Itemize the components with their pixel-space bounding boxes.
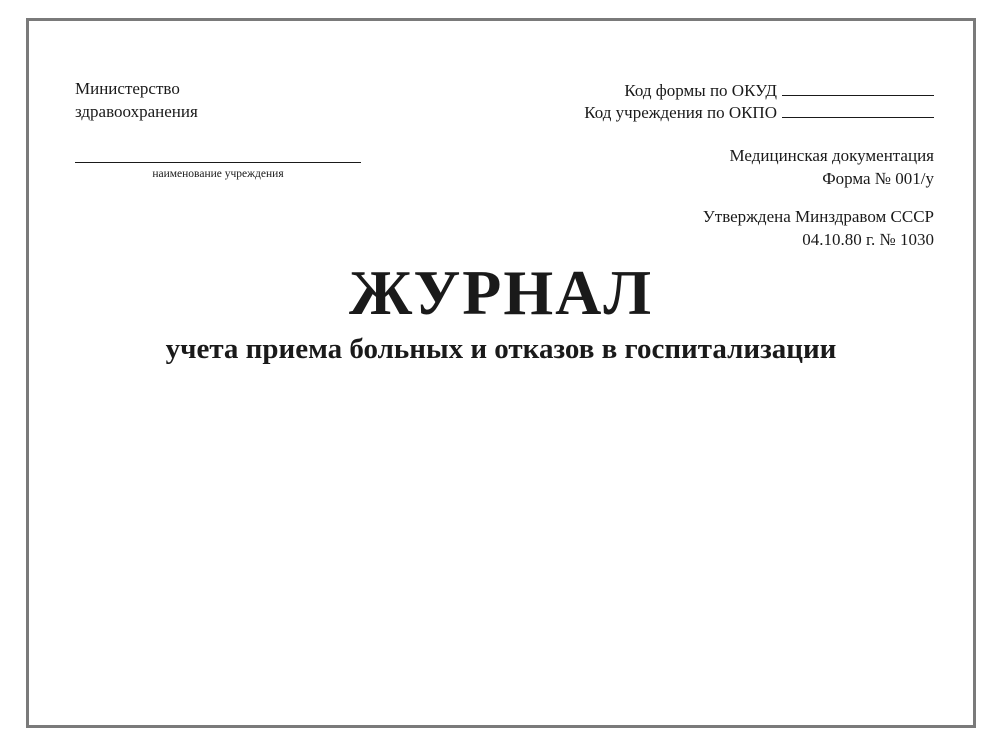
journal-subtitle: учета приема больных и отказов в госпитализации [165, 333, 837, 365]
approved-by: Утверждена Минздравом СССР [702, 207, 934, 226]
ministry-block [75, 77, 198, 123]
approved-date: 04.10.80 г. № 1030 [802, 230, 934, 249]
journal-title: ЖУРНАЛ [348, 257, 654, 328]
medical-doc-block [730, 144, 934, 190]
form-codes-block [584, 80, 934, 124]
okud-row [584, 80, 934, 102]
okpo-code-field[interactable] [782, 102, 934, 118]
institution-name-caption: наименование учреждения [152, 168, 284, 180]
form-number: Форма № 001/у [822, 169, 934, 188]
okud-code-field[interactable] [782, 80, 934, 96]
document-page [26, 18, 976, 728]
approval-block [703, 205, 934, 251]
ministry-line-1: Министерство [75, 79, 180, 98]
okpo-label: Код учреждения по ОКПО [584, 103, 777, 122]
ministry-line-2: здравоохранения [75, 102, 198, 121]
okud-label: Код формы по ОКУД [624, 81, 777, 100]
okpo-row [584, 102, 934, 124]
doc-type: Медицинская документация [729, 146, 934, 165]
institution-name-field[interactable] [75, 162, 361, 163]
